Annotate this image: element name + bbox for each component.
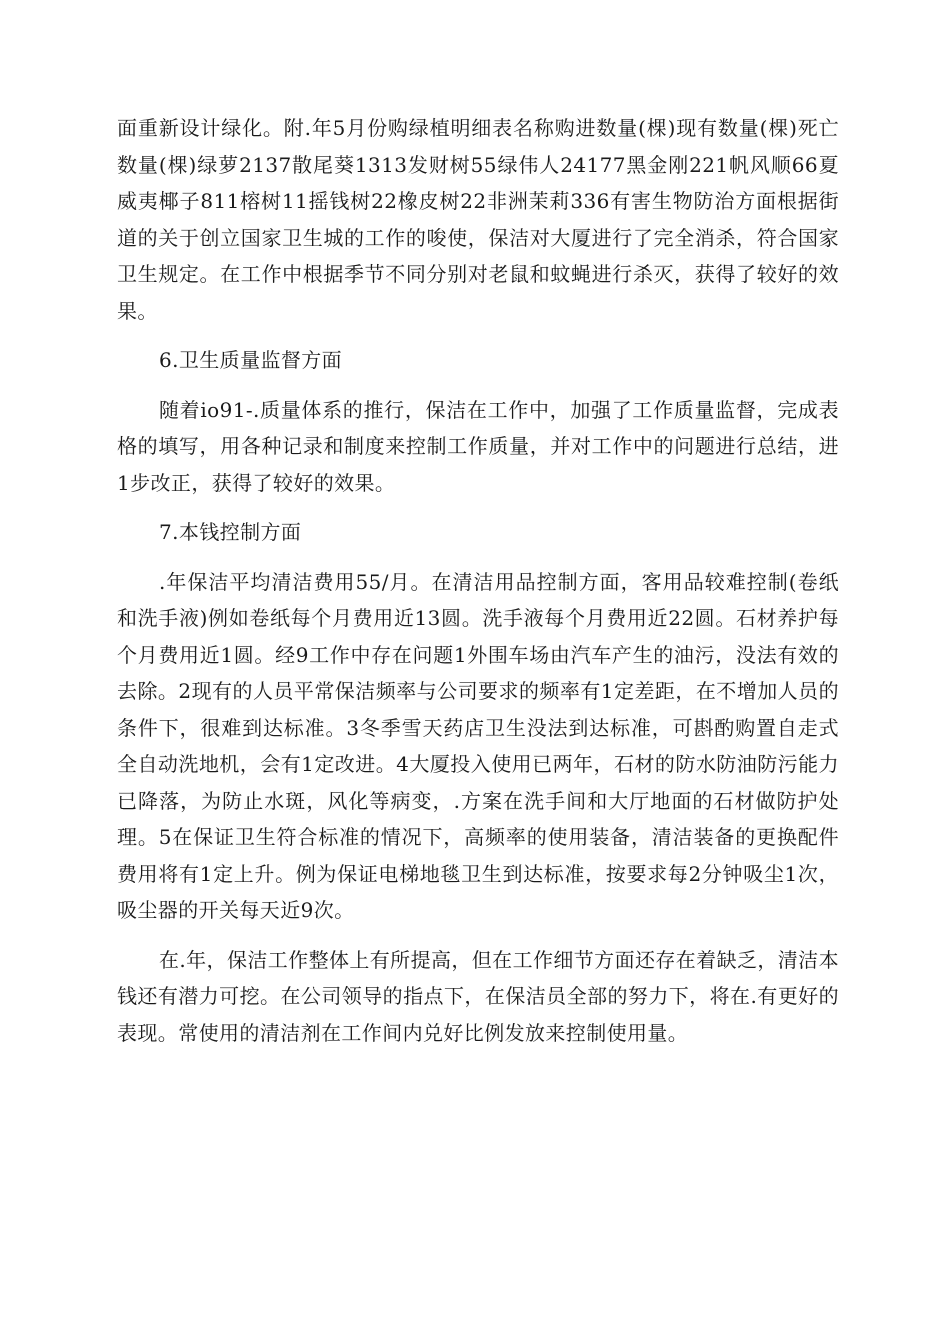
- paragraph-cost-control-details: .年保洁平均清洁费用55/月。在清洁用品控制方面，客用品较难控制(卷纸和洗手液)例如卷纸每个月费用近13圆。洗手液每个月费用近22圆。石材养护每个月费用近1圆。经9工作中存在问题1外围车场由汽车产生的油污，没法有效的去除。2现有的人员平常保洁频率与公司要求的频率有1定差距，在不增加人员的条件下，很难到达标准。3冬季雪天药店卫生没法到达标准，可斟酌购置自走式全自动洗地机，会有1定改进。4大厦投入使用已两年，石材的防水防油防污能力已降落，为防止水斑，风化等病变，.方案在洗手间和大厅地面的石材做防护处理。5在保证卫生符合标准的情况下，高频率的使用装备，清洁装备的更换配件费用将有1定上升。例为保证电梯地毯卫生到达标准，按要求每2分钟吸尘1次，吸尘器的开关每天近9次。: [117, 569, 839, 922]
- document-body: [117, 110, 839, 1064]
- paragraph-greening-and-pest-control: 面重新设计绿化。附.年5月份购绿植明细表名称购进数量(棵)现有数量(棵)死亡数量(棵)绿萝2137散尾葵1313发财树55绿伟人24177黑金刚221帆风顺66夏威夷椰子811榕树11摇钱树22橡皮树22非洲茉莉336有害生物防治方面根据街道的关于创立国家卫生城的工作的唆使，保洁对大厦进行了完全消杀，符合国家卫生规定。在工作中根据季节不同分别对老鼠和蚊蝇进行杀灭，获得了较好的效果。: [117, 116, 839, 323]
- paragraph-quality-supervision: 随着io91-.质量体系的推行，保洁在工作中，加强了工作质量监督，完成表格的填写，用各种记录和制度来控制工作质量，并对工作中的问题进行总结，进1步改正，获得了较好的效果。: [117, 397, 839, 495]
- paragraph-summary: 在.年，保洁工作整体上有所提高，但在工作细节方面还存在着缺乏，清洁本钱还有潜力可挖。在公司领导的指点下，在保洁员全部的努力下，将在.有更好的表现。常使用的清洁剂在工作间内兑好比例发放来控制使用量。: [117, 947, 839, 1045]
- section-heading-hygiene-quality: 6.卫生质量监督方面: [159, 348, 343, 372]
- section-heading-cost-control: 7.本钱控制方面: [159, 520, 302, 544]
